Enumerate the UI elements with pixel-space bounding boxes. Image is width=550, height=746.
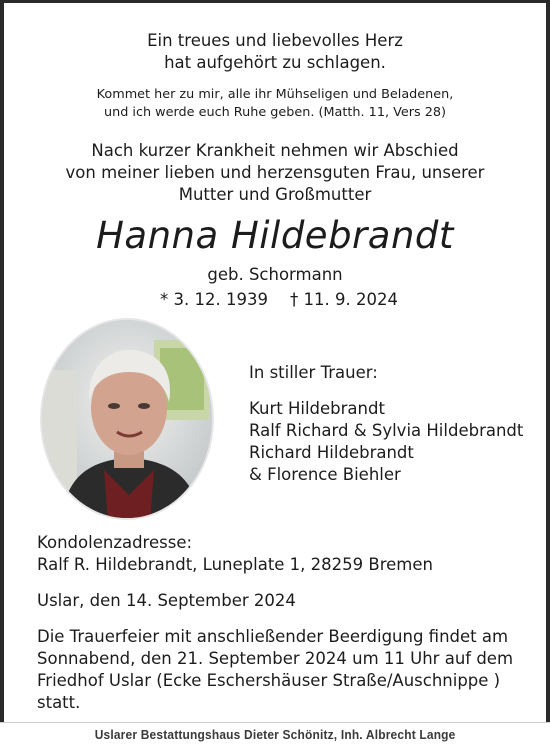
verse-line-1: Ein treues und liebevolles Herz	[147, 31, 403, 50]
deceased-name: Hanna Hildebrandt	[96, 214, 454, 257]
place-date: Uslar, den 14. September 2024	[37, 591, 296, 610]
death-date: † 11. 9. 2024	[290, 290, 398, 309]
verse-line-2: hat aufgehört zu schlagen.	[164, 53, 386, 72]
portrait-photo	[40, 318, 214, 520]
mourner-2: Ralf Richard & Sylvia Hildebrandt	[249, 421, 524, 440]
announcement-line-3: Mutter und Großmutter	[178, 185, 372, 204]
service-line-2: Sonnabend, den 21. September 2024 um 11 Uhr auf dem	[37, 649, 514, 668]
birth-date: * 3. 12. 1939	[160, 290, 268, 309]
funeral-home-footer	[0, 722, 550, 746]
service-line-1: Die Trauerfeier mit anschließender Beerdigung findet am	[37, 627, 509, 646]
announcement-line-1: Nach kurzer Krankheit nehmen wir Abschied	[91, 141, 459, 160]
mourners-heading: In stiller Trauer:	[249, 363, 378, 382]
maiden-name: geb. Schormann	[207, 265, 343, 284]
condolence-address: Ralf R. Hildebrandt, Luneplate 1, 28259 Bremen	[37, 555, 433, 574]
service-line-3: Friedhof Uslar (Ecke Eschershäuser Straße/Auschnippe )	[37, 671, 501, 690]
mourner-4: & Florence Biehler	[249, 465, 401, 484]
announcement-line-2: von meiner lieben und herzensguten Frau, unserer	[65, 163, 485, 182]
mourner-3: Richard Hildebrandt	[249, 443, 414, 462]
quote-line-2: und ich werde euch Ruhe geben. (Matth. 11, Vers 28)	[103, 105, 447, 120]
portrait-illustration	[42, 320, 214, 520]
condolence-label: Kondolenzadresse:	[37, 533, 193, 552]
footer-text: Uslarer Bestattungshaus Dieter Schönitz, Inh. Albrecht Lange	[94, 727, 456, 742]
mourner-1: Kurt Hildebrandt	[249, 399, 385, 418]
quote-line-1: Kommet her zu mir, alle ihr Mühseligen und Beladenen,	[96, 87, 454, 102]
service-line-4: statt.	[37, 693, 81, 712]
